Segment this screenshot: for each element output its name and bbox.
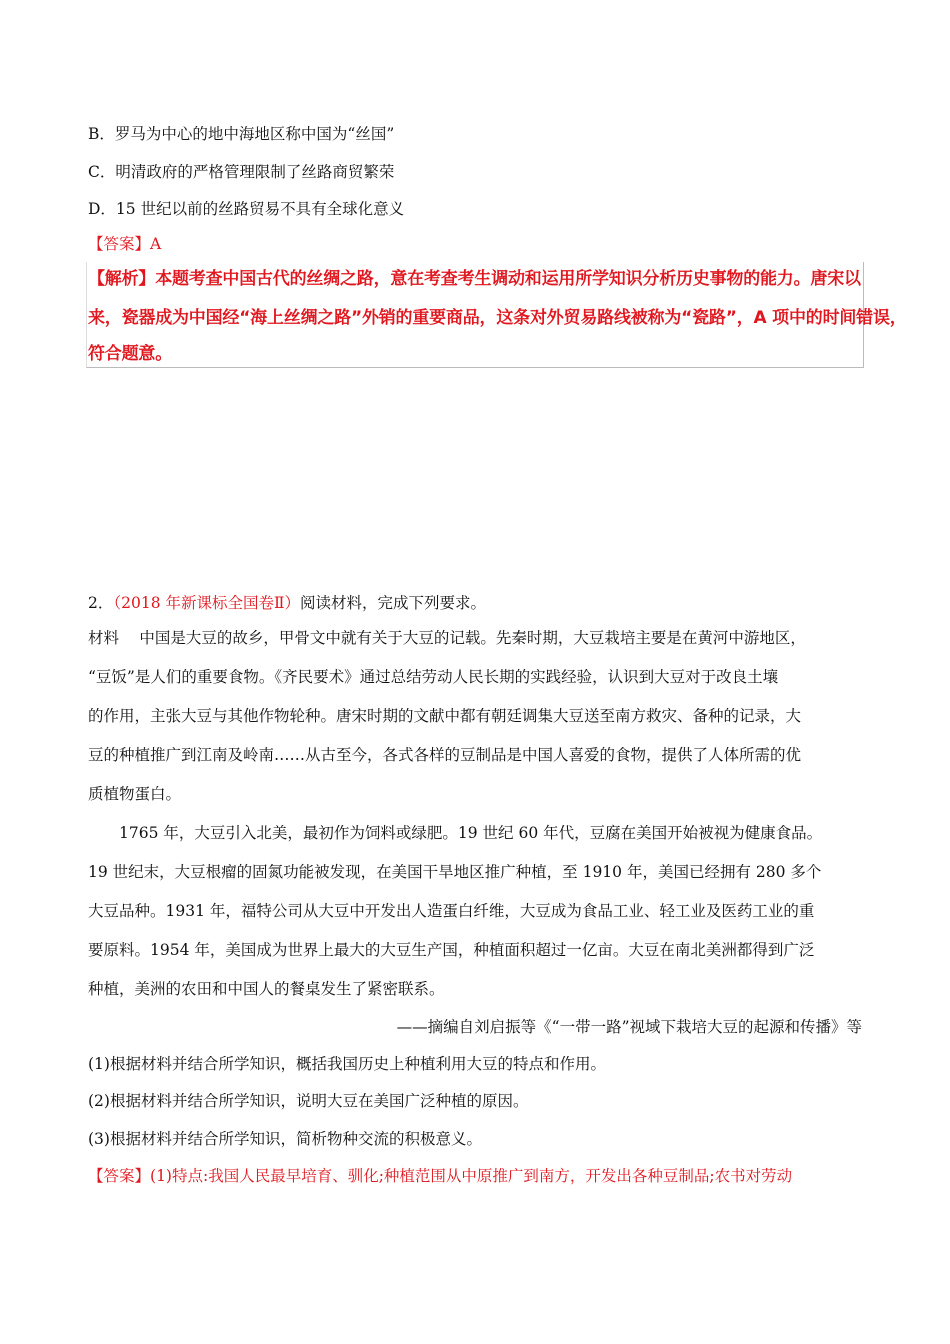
material-line-4: 豆的种植推广到江南及岭南……从古至今，各式各样的豆制品是中国人喜爱的食物，提供了人体所需的优 <box>88 746 802 764</box>
answer-label: 【答案】 <box>88 235 151 253</box>
option-d: D．15 世纪以前的丝路贸易不具有全球化意义 <box>88 200 405 218</box>
answer-value: A <box>150 235 162 253</box>
material-line-3: 的作用，主张大豆与其他作物轮种。唐宋时期的文献中都有朝廷调集大豆送至南方救灾、备种的记录，大 <box>88 707 802 725</box>
q2-answer-text: (1)特点:我国人民最早培育、驯化;种植范围从中原推广到南方，开发出各种豆制品;农书对劳动 <box>150 1167 793 1185</box>
analysis-line-2: 来，瓷器成为中国经“海上丝绸之路”外销的重要商品，这条对外贸易路线被称为“瓷路”，A 项中的时间错误， <box>88 308 907 328</box>
material-line-7: 19 世纪末，大豆根瘤的固氮功能被发现，在美国干旱地区推广种植，至 1910 年，美国已经拥有 280 多个 <box>88 863 822 881</box>
material-line-5: 质植物蛋白。 <box>88 785 182 803</box>
material-line-1: 材料 中国是大豆的故乡，甲骨文中就有关于大豆的记载。先秦时期，大豆栽培主要是在黄河中游地区， <box>88 629 806 647</box>
material-line-10: 种植，美洲的农田和中国人的餐桌发生了紧密联系。 <box>88 980 445 998</box>
analysis-line-3: 符合题意。 <box>88 344 172 364</box>
q2-answer-label: 【答案】 <box>88 1167 151 1185</box>
q2-header <box>88 593 486 613</box>
q2-source-tag: （2018 年新课标全国卷Ⅱ） <box>113 594 301 612</box>
q2-number: 2． <box>88 594 114 612</box>
material-line-9: 要原料。1954 年，美国成为世界上最大的大豆生产国，种植面积超过一亿亩。大豆在南北美洲都得到广泛 <box>88 941 815 959</box>
q2-prompt: 阅读材料，完成下列要求。 <box>300 594 487 612</box>
q2-answer <box>88 1166 792 1186</box>
sub-question-3: (3)根据材料并结合所学知识，简析物种交流的积极意义。 <box>88 1130 482 1148</box>
material-source: ——摘编自刘启振等《“一带一路”视域下栽培大豆的起源和传播》等 <box>396 1018 862 1036</box>
material-line-6: 1765 年，大豆引入北美，最初作为饲料或绿肥。19 世纪 60 年代，豆腐在美国开始被视为健康食品。 <box>88 824 823 842</box>
analysis-line-1 <box>88 268 861 290</box>
material-line-8: 大豆品种。1931 年，福特公司从大豆中开发出人造蛋白纤维，大豆成为食品工业、轻工业及医药工业的重 <box>88 902 815 920</box>
material-line-2: “豆饭”是人们的重要食物。《齐民要术》通过总结劳动人民长期的实践经验，认识到大豆对于改良土壤 <box>88 668 779 686</box>
option-b: B．罗马为中心的地中海地区称中国为“丝国” <box>88 125 395 143</box>
sub-question-1: (1)根据材料并结合所学知识，概括我国历史上种植利用大豆的特点和作用。 <box>88 1055 606 1073</box>
analysis-text-1: 本题考查中国古代的丝绸之路，意在考查考生调动和运用所学知识分析历史事物的能力。唐宋以 <box>155 269 861 289</box>
sub-question-2: (2)根据材料并结合所学知识，说明大豆在美国广泛种植的原因。 <box>88 1092 529 1110</box>
option-c: C．明清政府的严格管理限制了丝路商贸繁荣 <box>88 163 395 181</box>
q1-answer <box>88 234 161 254</box>
analysis-label: 【解析】 <box>88 269 156 289</box>
